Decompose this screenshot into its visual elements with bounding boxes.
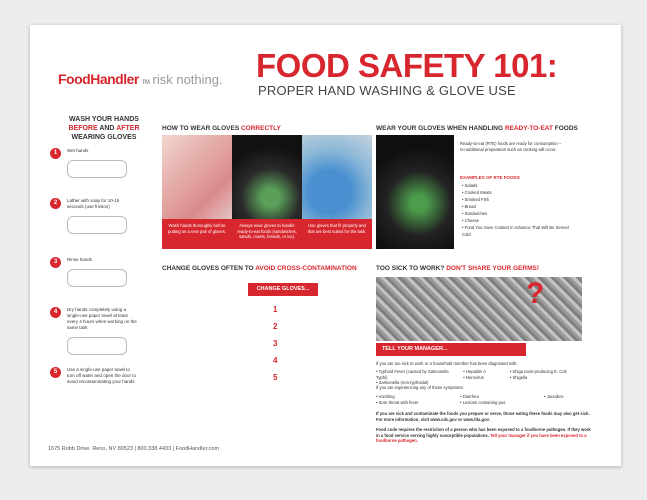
- step-text: Lather with soap for 10-15 seconds (use friction): [67, 198, 120, 209]
- rte-examples-list: [462, 182, 572, 238]
- glove-photo: [162, 135, 232, 249]
- tell-manager-banner: TELL YOUR MANAGER...: [376, 343, 526, 356]
- lathering-hands-icon: [67, 216, 127, 234]
- photo-caption: Use gloves that fit properly and that are best suited for the task.: [302, 219, 372, 249]
- rte-heading: WEAR YOUR GLOVES WHEN HANDLING READY-TO-EAT FOODS: [376, 125, 578, 132]
- glove-photo: [232, 135, 302, 249]
- step-text: Dry hands completely using a single-use paper towel at least every 4 hours when working on the same task: [67, 307, 137, 330]
- food-code-note: Food code requires the restriction of a person who has been exposed to a foodborne pathogen. If they work in a food service serving highly susceptible populations. Tell your manager if you have been exposed to a foodborne pathogen.: [376, 427, 591, 444]
- symptoms-list: [376, 394, 591, 405]
- list-item: • Sore throat with fever: [376, 399, 419, 405]
- list-item: • Shigella: [509, 374, 528, 380]
- step-number: 4: [50, 307, 61, 318]
- page-subtitle: PROPER HAND WASHING & GLOVE USE: [258, 83, 516, 98]
- list-item: • Food You Have Cooked In Advance That Will Be Served Cold: [462, 224, 572, 238]
- change-gloves-heading: CHANGE GLOVES OFTEN TO AVOID CROSS-CONTAMINATION: [162, 265, 357, 272]
- step-text: Use a single-use paper towel to turn off water and open the door to avoid recontaminating your hands: [67, 367, 136, 384]
- list-item: • Jaundice: [544, 394, 564, 399]
- photo-caption: Wash hands thoroughly before putting on a new pair of gloves.: [162, 219, 232, 249]
- list-item: • Vomiting: [376, 394, 395, 399]
- plated-food-image: [376, 135, 454, 249]
- list-item: • Cheese: [462, 217, 572, 224]
- list-item: • Salads: [462, 182, 572, 189]
- change-number: 5: [273, 373, 278, 382]
- list-item: • Bread: [462, 203, 572, 210]
- change-number: 3: [273, 339, 278, 348]
- too-sick-heading: TOO SICK TO WORK? DON'T SHARE YOUR GERMS!: [376, 265, 539, 272]
- gloves-heading: HOW TO WEAR GLOVES CORRECTLY: [162, 125, 281, 132]
- diagnosed-list: [376, 369, 591, 386]
- diagnosed-intro: If you are too sick to work or a household member has been diagnosed with:: [376, 361, 518, 366]
- wash-step: [50, 198, 160, 248]
- list-item: • Diarrhea: [460, 394, 479, 399]
- wash-step: [50, 367, 160, 417]
- wash-step: [50, 307, 160, 365]
- contaminate-note: If you are sick and contaminate the foods you prepare or serve, those eating these foods may also get sick. For more information, visit www.cdc.gov or www.fda.gov.: [376, 411, 590, 422]
- glove-photo: [302, 135, 372, 249]
- list-item: • Hepatitis A: [463, 369, 486, 374]
- foodhandler-logo: [58, 71, 223, 87]
- rte-examples-heading: EXAMPLES OF RTE FOODS: [460, 175, 520, 180]
- wash-hands-heading: [52, 115, 156, 142]
- rinsing-hands-icon: [67, 269, 127, 287]
- photo-caption: Always wear gloves to handle ready-to-eat foods (sandwiches, salads, roasts, breads, or ice).: [232, 219, 302, 249]
- question-mark-icon: ?: [526, 277, 545, 310]
- list-item: • Sandwiches: [462, 210, 572, 217]
- change-number: 1: [273, 305, 278, 314]
- list-item: • Salmonella (non-typhoidal): [376, 380, 429, 386]
- list-item: • Shiga toxin-producing E. Coli: [509, 369, 567, 374]
- change-gloves-box: CHANGE GLOVES...: [248, 283, 318, 296]
- step-number: 3: [50, 257, 61, 268]
- list-item: • Smoked Fish: [462, 196, 572, 203]
- list-item: • Norovirus: [463, 374, 484, 380]
- logo-brand: FoodHandler: [58, 71, 139, 87]
- list-item: • Cooked Meats: [462, 189, 572, 196]
- wash-title-line1: WASH YOUR HANDS: [69, 116, 139, 123]
- step-text: Wet hands: [67, 148, 89, 153]
- wash-step: [50, 257, 160, 297]
- glove-photos: [162, 135, 372, 249]
- list-item: • Typhoid Fever (caused by Salmonella Typhi): [376, 369, 449, 380]
- list-item: • Lesions containing pus: [460, 399, 506, 405]
- change-number: 2: [273, 322, 278, 331]
- step-number: 1: [50, 148, 61, 159]
- wash-step: [50, 148, 160, 188]
- footer-contact: 1675 Robb Drive. Reno, NV 89523 | 800.338.4433 | FoodHandler.com: [48, 446, 220, 452]
- change-number: 4: [273, 356, 278, 365]
- step-number: 5: [50, 367, 61, 378]
- logo-trademark: TM: [141, 80, 150, 86]
- step-number: 2: [50, 198, 61, 209]
- symptoms-intro: If you are experiencing any of these symptoms:: [376, 385, 464, 390]
- rte-intro: Ready-to-eat (RTE) foods are ready for consumption – no additional preparation such as cooking will occur.: [460, 141, 562, 152]
- step-text: Rinse hands: [67, 257, 93, 262]
- germs-image: [376, 277, 582, 341]
- wash-title-line2: BEFORE AND AFTER: [68, 125, 140, 132]
- drying-hands-icon: [67, 337, 127, 355]
- page-title: FOOD SAFETY 101:: [256, 47, 558, 84]
- logo-tagline: risk nothing.: [152, 72, 223, 87]
- wash-title-line3: WEARING GLOVES: [71, 134, 137, 141]
- poster-page: [30, 25, 621, 466]
- hands-icon: [67, 160, 127, 178]
